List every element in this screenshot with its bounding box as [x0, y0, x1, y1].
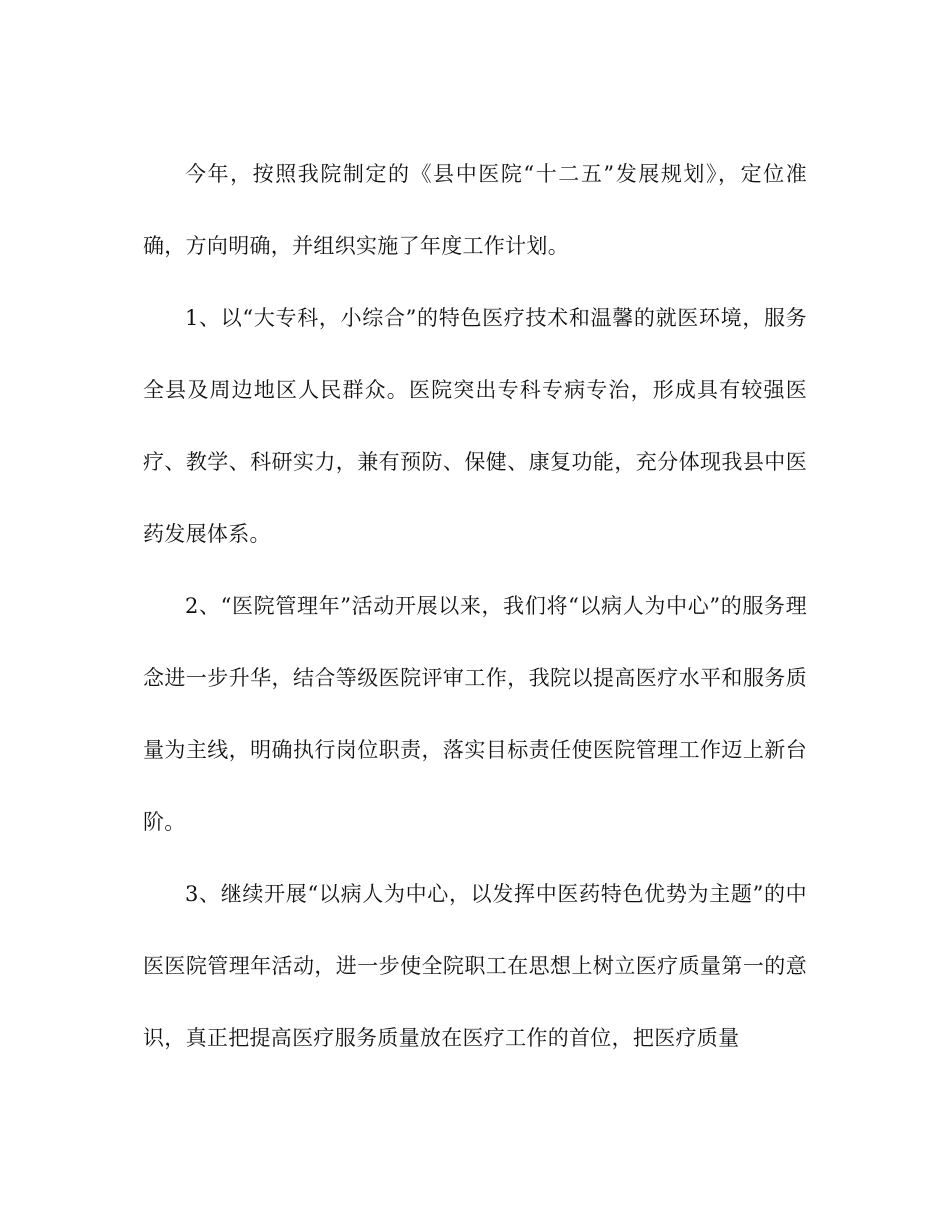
- paragraph-item-2: 2、“医院管理年”活动开展以来，我们将“以病人为中心”的服务理念进一步升华，结合等级医院评审工作，我院以提高医疗水平和服务质量为主线，明确执行岗位职责，落实目标责任使医院管理工作迈上新台阶。: [143, 594, 807, 834]
- paragraph-item-1: 1、以“大专科，小综合”的特色医疗技术和温馨的就医环境，服务全县及周边地区人民群众。医院突出专科专病专治，形成具有较强医疗、教学、科研实力，兼有预防、保健、康复功能，充分体现我县中医药发展体系。: [143, 306, 807, 546]
- paragraph-item-3: 3、继续开展“以病人为中心，以发挥中医药特色优势为主题”的中医医院管理年活动，进一步使全院职工在思想上树立医疗质量第一的意识，真正把提高医疗服务质量放在医疗工作的首位，把医疗质量: [143, 882, 807, 1050]
- document-body: [143, 138, 807, 1074]
- paragraph-intro: 今年，按照我院制定的《县中医院“十二五”发展规划》，定位准确，方向明确，并组织实施了年度工作计划。: [143, 162, 807, 258]
